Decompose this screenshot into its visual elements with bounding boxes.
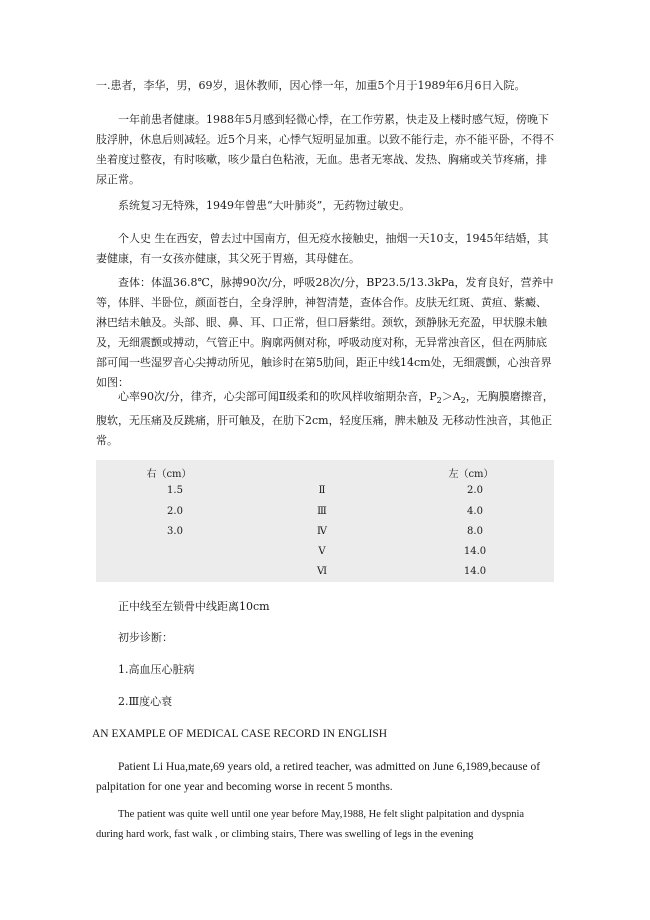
chief-complaint-paragraph: 一.患者，李华，男，69岁，退休教师，因心悸一年，加重5个月于1989年6月6日入院。: [96, 79, 526, 92]
table-header-left: 左（cm）: [448, 469, 494, 480]
table-cell-space: Ⅴ: [318, 546, 326, 557]
table-cell-space: Ⅵ: [316, 566, 328, 577]
a2-label: A: [452, 390, 461, 403]
table-cell-left: 4.0: [467, 506, 483, 517]
english-heading: AN EXAMPLE OF MEDICAL CASE RECORD IN ENGLISH: [92, 728, 388, 740]
table-cell-left: 14.0: [463, 566, 487, 577]
personal-history-paragraph: 个人史 生在西安，曾去过中国南方，但无疫水接触史，抽烟一天10支，1945年结婚，其妻健康，有一女孩亦健康，其父死于胃癌，其母健在。: [96, 232, 549, 265]
table-cell-space: Ⅱ: [318, 485, 326, 496]
a2-subscript: 2: [460, 396, 466, 406]
table-cell-left: 14.0: [463, 546, 487, 557]
p2-label: P: [429, 390, 437, 403]
systems-review-paragraph: 系统复习无特殊，1949年曾患“大叶肺炎”，无药物过敏史。: [118, 199, 411, 212]
cardiac-dullness-table: [96, 460, 554, 582]
midline-distance-line: 正中线至左锁骨中线距离10cm: [118, 600, 270, 613]
cardiac-text-end: ，无胸膜磨擦音，腹软，无压痛及反跳痛，肝可触及，在肋下2cm，轻度压痛，脾未触及 无移动性浊音，其他正常。: [96, 390, 554, 448]
table-cell-right: 2.0: [167, 506, 183, 517]
physical-exam-paragraph: 查体：体温36.8℃，脉搏90次/分，呼吸28次/分，BP23.5/13.3kPa，发育良好，营养中等，体胖、半卧位，颜面苍白，全身浮肿，神智清楚，查体合作。皮肤无红斑、黄疸、紫癜、淋巴结未触及。头部、眼、鼻、耳、口正常，但口唇紫绀。颈软，颈静脉无充盈，甲状腺未触及，无细震颤或搏动，气管正中。胸廓两侧对称，呼吸动度对称，无异常浊音区，但在两肺底部可闻一些湿罗音心尖搏动所见，触诊时在第5肋间，距正中线14cm处，无细震颤，心浊音界如图：: [96, 276, 554, 389]
cardiac-exam-paragraph: [96, 387, 554, 451]
english-paragraph: Patient Li Hua,mate,69 years old, a retired teacher, was admitted on June 6,1989,because of palpitation for one year and becoming worse in recent 5 months.: [96, 761, 541, 793]
diagnosis-item: 2.Ⅲ度心衰: [118, 695, 173, 708]
english-paragraph: The patient was quite well until one year before May,1988, He felt slight palpitation and dyspnia during hard work, fast walk , or climbing stairs, There was swelling of legs in the evening: [96, 809, 525, 840]
present-illness-paragraph: 一年前患者健康。1988年5月感到轻微心悸，在工作劳累，快走及上楼时感气短，傍晚下肢浮肿，休息后则减轻。近5个月来，心悸气短明显加重。以致不能行走，亦不能平卧，不得不坐着度过整夜，有时咳嗽，咳少量白色粘液，无血。患者无寒战、发热、胸痛或关节疼痛，排尿正常。: [96, 113, 554, 186]
table-cell-space: Ⅳ: [317, 526, 327, 537]
cardiac-text-start: 心率90次/分，律齐，心尖部可闻Ⅱ级柔和的吹风样收缩期杂音，: [118, 390, 430, 403]
diagnosis-item: 1.高血压心脏病: [118, 663, 195, 676]
table-cell-left: 8.0: [467, 526, 483, 537]
p2-subscript: 2: [436, 396, 442, 406]
table-cell-space: Ⅲ: [317, 506, 327, 517]
table-cell-left: 2.0: [467, 485, 483, 496]
greater-than-sign: ＞: [441, 390, 453, 403]
table-header-right: 右（cm）: [146, 469, 192, 480]
table-cell-right: 3.0: [167, 526, 183, 537]
table-cell-right: 1.5: [167, 485, 183, 496]
preliminary-diagnosis-label: 初步诊断：: [118, 631, 173, 644]
